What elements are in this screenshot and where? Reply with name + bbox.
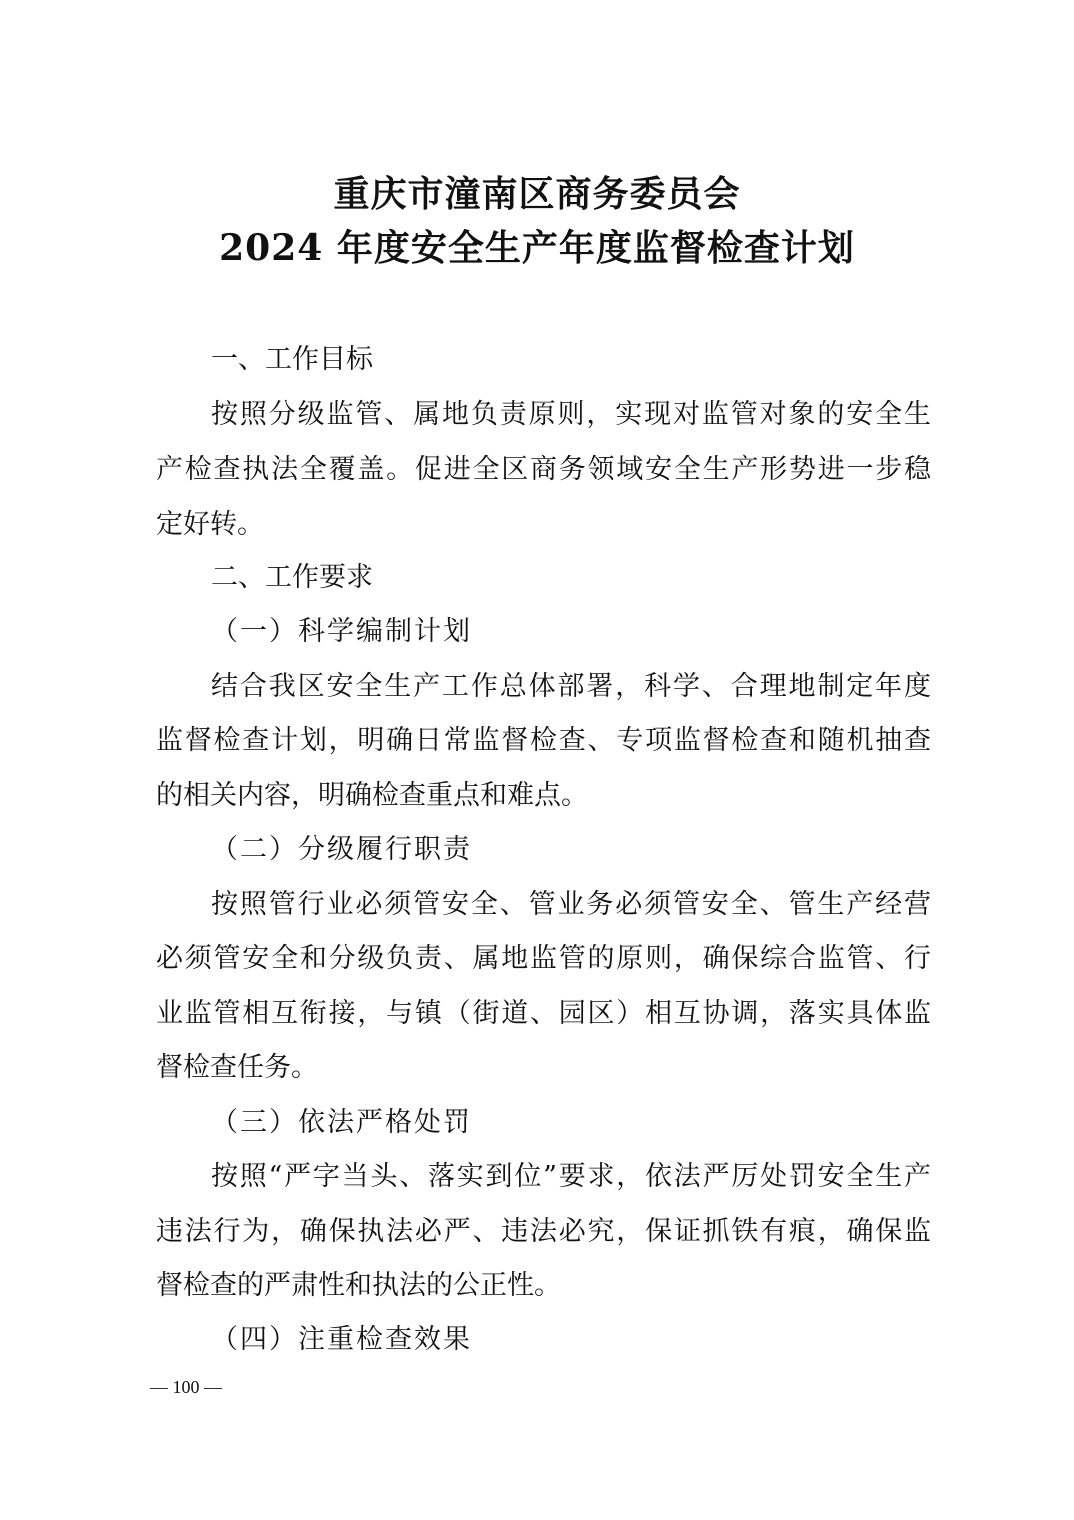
subsection-heading-1: （一）科学编制计划 [211,616,472,647]
paragraph-line: 监督检查计划，明确日常监督检查、专项监督检查和随机抽查 [156,725,931,756]
paragraph-line: 按照管行业必须管安全、管业务必须管安全、管生产经营 [211,889,931,920]
paragraph-line: 的相关内容，明确检查重点和难点。 [156,780,588,811]
paragraph-line: 产检查执法全覆盖。促进全区商务领域安全生产形势进一步稳 [156,454,931,485]
paragraph-line: 结合我区安全生产工作总体部署，科学、合理地制定年度 [211,671,931,702]
section-heading-work-goals: 一、工作目标 [211,344,373,375]
document-title-line-1: 重庆市潼南区商务委员会 [333,173,741,215]
paragraph-line: 按照“严字当头、落实到位”要求，依法严厉处罚安全生产 [211,1161,931,1192]
page-number: — 100 — [150,1377,222,1397]
paragraph-line: 督检查的严肃性和执法的公正性。 [156,1270,561,1301]
subsection-heading-2: （二）分级履行职责 [211,834,472,865]
paragraph-line: 业监管相互衔接，与镇（街道、园区）相互协调，落实具体监 [156,998,931,1029]
paragraph-line: 按照分级监管、属地负责原则，实现对监管对象的安全生 [211,399,931,430]
paragraph-line: 定好转。 [156,509,264,540]
subsection-heading-4: （四）注重检查效果 [211,1324,472,1355]
paragraph-line: 违法行为，确保执法必严、违法必究，保证抓铁有痕，确保监 [156,1216,931,1247]
section-heading-work-requirements: 二、工作要求 [211,562,373,593]
subsection-heading-3: （三）依法严格处罚 [211,1107,472,1138]
paragraph-line: 必须管安全和分级负责、属地监管的原则，确保综合监管、行 [156,943,931,974]
paragraph-line: 督检查任务。 [156,1052,318,1083]
document-title-line-2: 2024 年度安全生产年度监督检查计划 [219,227,855,269]
